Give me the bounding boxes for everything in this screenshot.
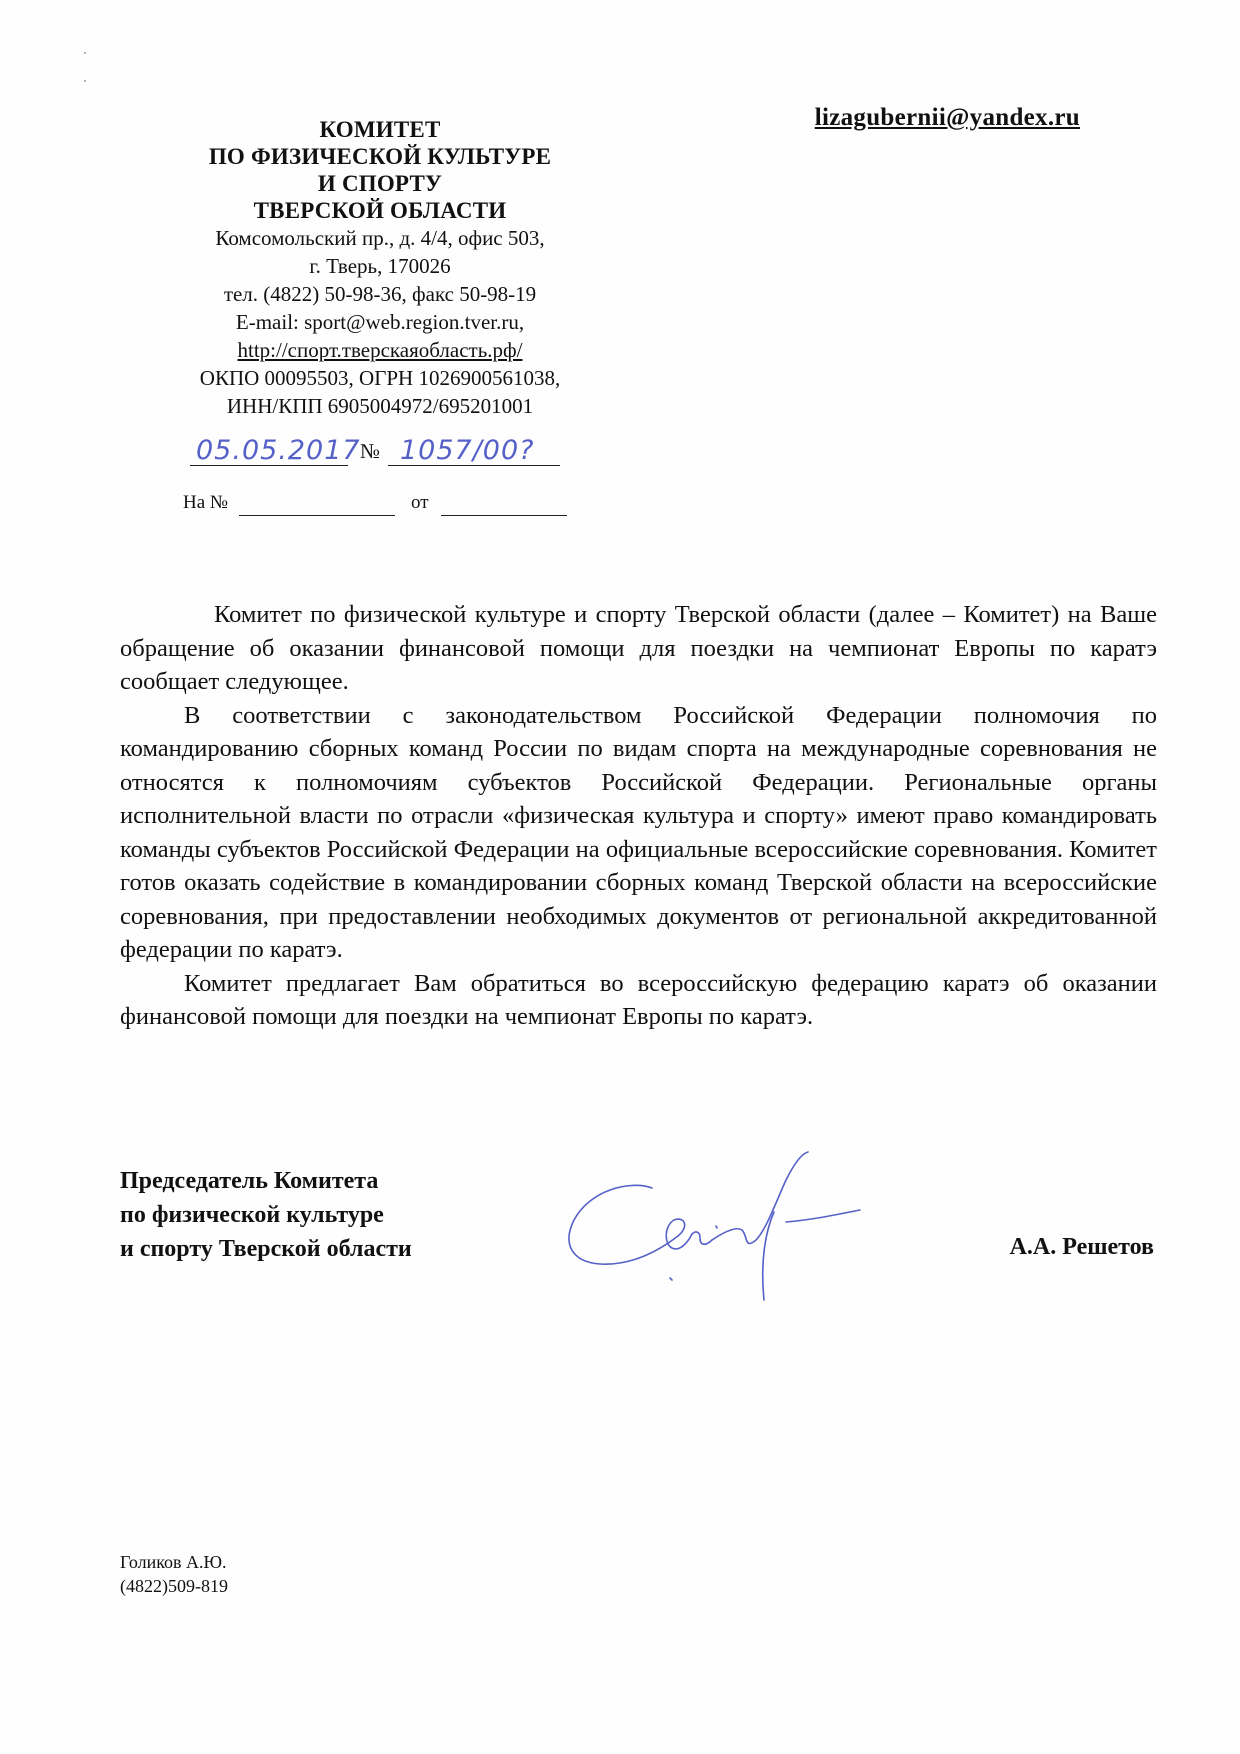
letterhead-title-line: КОМИТЕТ [319,117,441,142]
letterhead-title-line: ТВЕРСКОЙ ОБЛАСТИ [253,198,507,223]
letterhead-inn-kpp: ИНН/КПП 6905004972/695201001 [226,394,534,418]
body-paragraph: В соответствии с законодательством Российской Федерации полномочия по командированию сборных команд России по видам спорта на международные соревнования не относятся к полномочиям субъектов Российской Федерации. Региональные органы исполнительной власти по отрасли «физическая культура и спорту» имеют право командировать команды субъектов Российской Федерации на официальные всероссийские соревнования. Комитет готов оказать содействие в командировании сборных команд Тверской области на всероссийские соревнования, при предоставлении необходимых документов от региональной аккредитованной федерации по каратэ. [120,701,1157,963]
letterhead [160,116,600,420]
signatory-position-line: Председатель Комитета [120,1168,379,1194]
signatory-position-line: по физической культуре [120,1202,384,1228]
letterhead-phone: тел. (4822) 50-98-36, факс 50-98-19 [223,282,537,306]
reply-to-reference [183,492,583,520]
letterhead-email: E-mail: sport@web.region.tver.ru, [235,310,525,334]
reply-date-blank [441,515,567,516]
reply-from-label: от [411,492,429,513]
letterhead-okpo-ogrn: ОКПО 00095503, ОГРН 1026900561038, [199,366,561,390]
body-paragraph: Комитет предлагает Вам обратиться во всероссийскую федерацию каратэ об оказании финансовой помощи для поездки на чемпионат Европы по каратэ. [120,969,1157,1030]
outgoing-number-value: 1057/00? [400,435,535,466]
scan-artifact [82,50,88,90]
outgoing-number [190,432,560,466]
executor-phone: (4822)509-819 [120,1576,228,1596]
executor-info [120,1550,228,1598]
letter-body [120,598,1157,1034]
letterhead-city: г. Тверь, 170026 [309,254,451,278]
executor-name: Голиков А.Ю. [120,1552,227,1572]
handwritten-signature [560,1150,890,1310]
reply-number-blank [239,515,395,516]
outgoing-date: 05.05.2017 [196,435,361,466]
signatory-position [120,1164,412,1266]
number-sign: № [360,439,381,463]
reply-number-label: На № [183,492,229,513]
signatory-position-line: и спорту Тверской области [120,1236,412,1262]
body-paragraph: Комитет по физической культуре и спорту Тверской области (далее – Комитет) на Ваше обращение об оказании финансовой помощи для поездки на чемпионат Европы по каратэ сообщает следующее. [120,601,1157,695]
letterhead-address: Комсомольский пр., д. 4/4, офис 503, [215,226,545,250]
recipient-email[interactable]: lizagubernii@yandex.ru [814,104,1080,131]
letterhead-title-line: ПО ФИЗИЧЕСКОЙ КУЛЬТУРЕ [208,144,552,169]
signatory-name: А.А. Решетов [1009,1234,1154,1260]
letterhead-title-line: И СПОРТУ [317,171,443,196]
letterhead-website-link[interactable]: http://спорт.тверскаяобласть.рф/ [237,338,523,362]
